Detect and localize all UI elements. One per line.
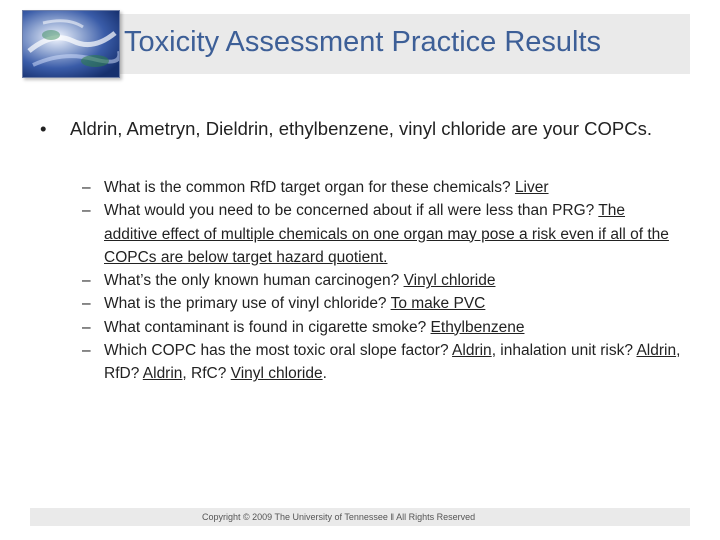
question-text: , RfD? <box>104 342 681 383</box>
answer-text: Vinyl chloride <box>403 272 496 290</box>
question-text: , inhalation unit risk? <box>491 342 633 360</box>
list-item <box>82 339 682 386</box>
dash-bullet: – <box>82 295 91 313</box>
answer-text: Vinyl chloride <box>230 365 323 383</box>
answer-text: The additive effect of multiple chemicals on one organ may pose a risk even if all of the COPCs are below target hazard quotient. <box>104 202 669 266</box>
dash-bullet: – <box>82 318 91 336</box>
bullet-dot: • <box>40 118 47 139</box>
question-text: What contaminant is found in cigarette smoke? <box>104 318 427 336</box>
answer-text: Liver <box>514 179 549 196</box>
answer-text: Aldrin <box>636 342 677 360</box>
question-text: Which COPC has the most toxic oral slope factor? <box>104 342 449 360</box>
main-bullet-text: Aldrin, Ametryn, Dieldrin, ethylbenzene, vinyl chloride are your COPCs. <box>70 118 652 139</box>
copyright-footer: Copyright © 2009 The University of Tennessee ǁ All Rights Reserved <box>202 512 476 522</box>
question-text: What is the primary use of vinyl chloride? <box>104 295 387 313</box>
question-text: , RfC? <box>182 365 227 383</box>
answer-text: Ethylbenzene <box>430 318 525 336</box>
question-text: What’s the only known human carcinogen? <box>104 272 400 290</box>
list-item <box>82 176 682 199</box>
slide-title: Toxicity Assessment Practice Results <box>124 26 602 58</box>
list-item <box>82 199 682 269</box>
dash-bullet: – <box>82 202 91 220</box>
answer-text: Aldrin <box>452 342 492 360</box>
question-text: What is the common RfD target organ for these chemicals? <box>104 179 511 196</box>
question-text: What would you need to be concerned about if all were less than PRG? <box>104 202 595 220</box>
satellite-earth-logo-icon <box>22 10 120 78</box>
list-item <box>82 316 682 339</box>
answer-text: To make PVC <box>390 295 486 313</box>
answer-text: Aldrin <box>142 365 183 383</box>
dash-bullet: – <box>82 342 91 360</box>
question-text: . <box>322 365 327 383</box>
question-list <box>82 176 682 386</box>
list-item <box>82 292 682 315</box>
dash-bullet: – <box>82 272 91 290</box>
list-item <box>82 269 682 292</box>
dash-bullet: – <box>82 179 91 196</box>
